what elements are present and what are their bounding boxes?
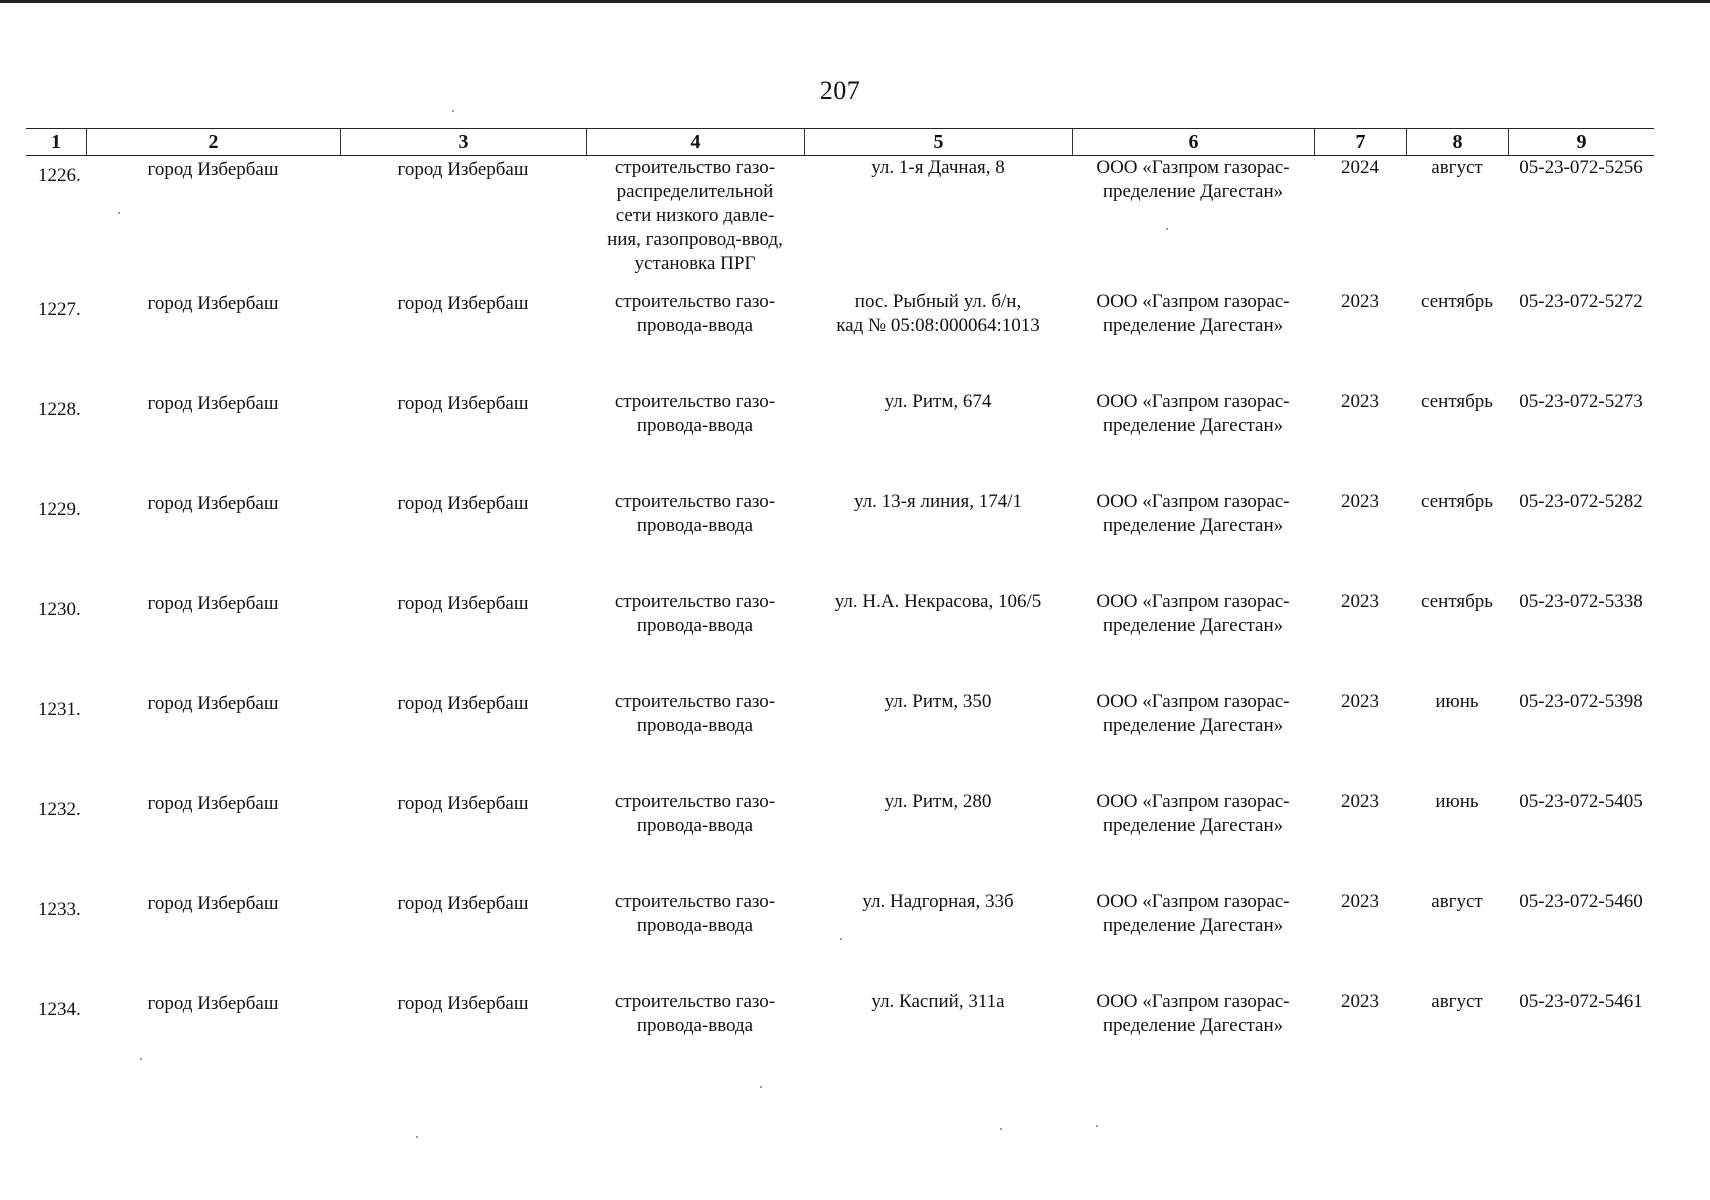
row-number: 1231. bbox=[38, 699, 81, 720]
scan-speck bbox=[1096, 1125, 1098, 1127]
work-type-cell: строительство газо- провода-ввода bbox=[614, 291, 776, 336]
object-code-cell: 05-23-072-5282 bbox=[1519, 491, 1643, 512]
month-cell: сентябрь bbox=[1421, 591, 1493, 612]
scan-speck bbox=[416, 1136, 418, 1138]
table-body bbox=[26, 156, 1654, 1090]
organization-cell: ООО «Газпром газорас- пределение Дагестан» bbox=[1096, 291, 1290, 336]
work-type-cell: строительство газо- провода-ввода bbox=[614, 591, 776, 636]
district-cell: город Избербаш bbox=[147, 159, 279, 180]
scan-speck bbox=[452, 110, 454, 112]
scan-speck bbox=[140, 1058, 142, 1060]
header-col-6: 6 bbox=[1072, 129, 1314, 155]
row-number: 1226. bbox=[38, 165, 81, 186]
object-code-cell: 05-23-072-5338 bbox=[1519, 591, 1643, 612]
table-row bbox=[26, 290, 1654, 390]
work-type-cell: строительство газо- провода-ввода bbox=[614, 691, 776, 736]
district-cell: город Избербаш bbox=[147, 693, 279, 714]
row-number: 1228. bbox=[38, 399, 81, 420]
district-cell: город Избербаш bbox=[147, 393, 279, 414]
organization-cell: ООО «Газпром газорас- пределение Дагестан» bbox=[1096, 691, 1290, 736]
object-code-cell: 05-23-072-5461 bbox=[1519, 991, 1643, 1012]
table-row bbox=[26, 590, 1654, 690]
month-cell: июнь bbox=[1435, 791, 1479, 812]
scan-speck bbox=[1166, 228, 1168, 230]
row-number: 1227. bbox=[38, 299, 81, 320]
row-number: 1234. bbox=[38, 999, 81, 1020]
header-col-3: 3 bbox=[340, 129, 586, 155]
header-col-8: 8 bbox=[1406, 129, 1508, 155]
scan-speck bbox=[760, 1086, 762, 1088]
object-code-cell: 05-23-072-5256 bbox=[1519, 157, 1643, 178]
top-border bbox=[0, 0, 1710, 3]
row-number: 1230. bbox=[38, 599, 81, 620]
object-code-cell: 05-23-072-5273 bbox=[1519, 391, 1643, 412]
address-cell: ул. 13-я линия, 174/1 bbox=[854, 491, 1022, 512]
month-cell: август bbox=[1431, 991, 1483, 1012]
work-type-cell: строительство газо- провода-ввода bbox=[614, 491, 776, 536]
year-cell: 2023 bbox=[1341, 391, 1379, 412]
year-cell: 2024 bbox=[1341, 157, 1379, 178]
settlement-cell: город Избербаш bbox=[397, 593, 529, 614]
object-code-cell: 05-23-072-5460 bbox=[1519, 891, 1643, 912]
address-cell: ул. Ритм, 674 bbox=[884, 391, 992, 412]
district-cell: город Избербаш bbox=[147, 793, 279, 814]
row-number: 1229. bbox=[38, 499, 81, 520]
district-cell: город Избербаш bbox=[147, 293, 279, 314]
header-col-1: 1 bbox=[51, 131, 61, 153]
settlement-cell: город Избербаш bbox=[397, 159, 529, 180]
settlement-cell: город Избербаш bbox=[397, 993, 529, 1014]
district-cell: город Избербаш bbox=[147, 593, 279, 614]
month-cell: сентябрь bbox=[1421, 291, 1493, 312]
year-cell: 2023 bbox=[1341, 491, 1379, 512]
scan-speck bbox=[840, 938, 842, 940]
year-cell: 2023 bbox=[1341, 691, 1379, 712]
organization-cell: ООО «Газпром газорас- пределение Дагестан» bbox=[1096, 391, 1290, 436]
organization-cell: ООО «Газпром газорас- пределение Дагестан» bbox=[1096, 991, 1290, 1036]
year-cell: 2023 bbox=[1341, 291, 1379, 312]
year-cell: 2023 bbox=[1341, 991, 1379, 1012]
work-type-cell: строительство газо- провода-ввода bbox=[614, 391, 776, 436]
year-cell: 2023 bbox=[1341, 791, 1379, 812]
table-row bbox=[26, 490, 1654, 590]
header-col-2: 2 bbox=[86, 129, 340, 155]
month-cell: июнь bbox=[1435, 691, 1479, 712]
table-row bbox=[26, 390, 1654, 490]
settlement-cell: город Избербаш bbox=[397, 793, 529, 814]
table-row bbox=[26, 156, 1654, 290]
district-cell: город Избербаш bbox=[147, 993, 279, 1014]
table-row bbox=[26, 890, 1654, 990]
work-type-cell: строительство газо- провода-ввода bbox=[614, 791, 776, 836]
month-cell: сентябрь bbox=[1421, 491, 1493, 512]
object-code-cell: 05-23-072-5398 bbox=[1519, 691, 1643, 712]
row-number: 1233. bbox=[38, 899, 81, 920]
organization-cell: ООО «Газпром газорас- пределение Дагестан» bbox=[1096, 157, 1290, 202]
table-row bbox=[26, 790, 1654, 890]
scan-speck bbox=[118, 212, 120, 214]
district-cell: город Избербаш bbox=[147, 493, 279, 514]
column-number-header bbox=[26, 128, 1654, 156]
organization-cell: ООО «Газпром газорас- пределение Дагестан» bbox=[1096, 791, 1290, 836]
address-cell: пос. Рыбный ул. б/н, кад № 05:08:000064:1013 bbox=[836, 291, 1040, 336]
year-cell: 2023 bbox=[1341, 591, 1379, 612]
organization-cell: ООО «Газпром газорас- пределение Дагестан» bbox=[1096, 891, 1290, 936]
address-cell: ул. 1-я Дачная, 8 bbox=[871, 157, 1005, 178]
settlement-cell: город Избербаш bbox=[397, 493, 529, 514]
month-cell: август bbox=[1431, 891, 1483, 912]
header-col-7: 7 bbox=[1314, 129, 1406, 155]
settlement-cell: город Избербаш bbox=[397, 393, 529, 414]
address-cell: ул. Надгорная, 33б bbox=[862, 891, 1014, 912]
month-cell: август bbox=[1431, 157, 1483, 178]
address-cell: ул. Ритм, 280 bbox=[884, 791, 992, 812]
header-col-9: 9 bbox=[1508, 129, 1654, 155]
organization-cell: ООО «Газпром газорас- пределение Дагестан» bbox=[1096, 491, 1290, 536]
table-row bbox=[26, 990, 1654, 1090]
row-number: 1232. bbox=[38, 799, 81, 820]
header-col-5: 5 bbox=[804, 129, 1072, 155]
scan-speck bbox=[1000, 1128, 1002, 1130]
settlement-cell: город Избербаш bbox=[397, 693, 529, 714]
work-type-cell: строительство газо- провода-ввода bbox=[614, 891, 776, 936]
header-col-4: 4 bbox=[586, 129, 804, 155]
table-row bbox=[26, 690, 1654, 790]
object-code-cell: 05-23-072-5272 bbox=[1519, 291, 1643, 312]
settlement-cell: город Избербаш bbox=[397, 293, 529, 314]
page-number: 207 bbox=[819, 76, 861, 105]
object-code-cell: 05-23-072-5405 bbox=[1519, 791, 1643, 812]
organization-cell: ООО «Газпром газорас- пределение Дагестан» bbox=[1096, 591, 1290, 636]
address-cell: ул. Н.А. Некрасова, 106/5 bbox=[834, 591, 1042, 612]
address-cell: ул. Каспий, 311а bbox=[871, 991, 1005, 1012]
month-cell: сентябрь bbox=[1421, 391, 1493, 412]
settlement-cell: город Избербаш bbox=[397, 893, 529, 914]
data-table bbox=[26, 128, 1654, 1090]
district-cell: город Избербаш bbox=[147, 893, 279, 914]
work-type-cell: строительство газо- распределительной сети низкого давле- ния, газопровод-ввод, установка ПРГ bbox=[607, 157, 783, 274]
address-cell: ул. Ритм, 350 bbox=[884, 691, 992, 712]
year-cell: 2023 bbox=[1341, 891, 1379, 912]
work-type-cell: строительство газо- провода-ввода bbox=[614, 991, 776, 1036]
